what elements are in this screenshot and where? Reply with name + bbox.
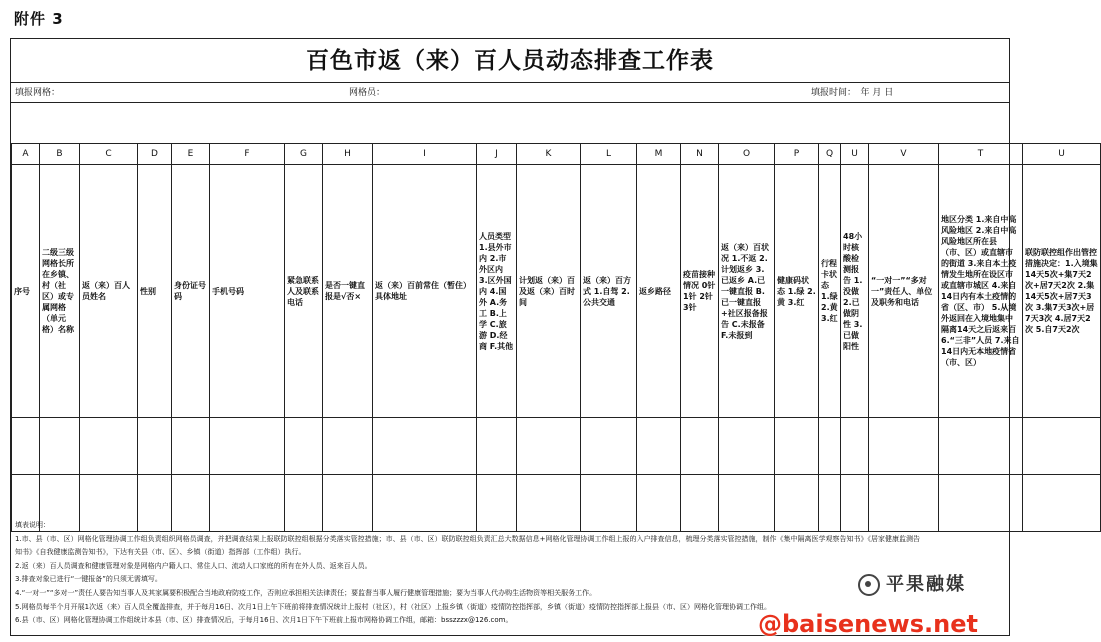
wechat-watermark [858,570,966,596]
column-letter: N [681,144,719,165]
grid-member-label: 网格员： [349,88,386,98]
fill-time-label: 填报时间： 年 月 日 [811,88,894,98]
column-letter: G [285,144,323,165]
note-line: 2.返（来）百人员调查和健康管理对象是网格内户籍人口、常住人口、流动人口家庭的所有在外人员、返来百人员。 [15,561,372,570]
column-letter: A [12,144,40,165]
column-header: 返（来）百人员姓名 [80,165,138,418]
table-cell[interactable] [637,418,681,475]
column-header: 二级三级网格长所在乡镇、村（社区）或专属网格（单元格）名称 [40,165,80,418]
column-letter: K [517,144,581,165]
column-header: 返乡路径 [637,165,681,418]
table-cell[interactable] [138,418,172,475]
column-letter-row [12,144,1101,165]
column-header: 计划返（来）百及返（来）百时间 [517,165,581,418]
table-cell[interactable] [172,418,210,475]
column-letter: B [40,144,80,165]
table-cell[interactable] [323,418,373,475]
note-line: 4.“一对一”“多对一”责任人要告知当事人及其家属要积极配合当地政府防疫工作，否则应承担相关法律责任；要监督当事人履行健康管理措施；要为当事人代办购生活物资等相关服务工作。 [15,588,597,597]
column-letter: O [719,144,775,165]
table-row [12,418,1101,475]
wechat-watermark-text: 平果融媒 [886,574,966,595]
note-line: 3.排查对象已进行“一键报备”的只须无需填写。 [15,575,162,584]
note-line: 知书》《自我健康监测告知书》，下达有关县（市、区）、乡镇（街道）指挥部（工作组）执行。 [15,548,306,557]
table-cell[interactable] [869,418,939,475]
column-letter: U [841,144,869,165]
survey-table [11,143,1101,532]
column-letter: V [869,144,939,165]
column-letter: J [477,144,517,165]
column-letter: Q [819,144,841,165]
fill-unit-label: 填报网格： [15,88,61,98]
attachment-label: 附件 3 [14,10,64,28]
column-header: 返（来）百前常住（暂住）具体地址 [373,165,477,418]
table-cell[interactable] [719,418,775,475]
column-header: “一对一”“多对一”责任人、单位及职务和电话 [869,165,939,418]
column-letter: I [373,144,477,165]
column-header-row [12,165,1101,418]
note-line: 填表说明： [15,521,50,529]
column-header: 48小时核酸检测报告 1.没做 2.已做阴性 3.已做阳性 [841,165,869,418]
note-line: 5.网格员每半个月开展1次返（来）百人员全覆盖排查，并于每月16日、次月1日上午下班前将排查情况统计上报村（社区），村（社区）上报乡镇（街道）疫情防控指挥部，乡镇（街道）疫情防控指挥部上报县（市、区）网格化管理协调工作组。 [15,602,771,611]
column-header: 疫苗接种情况 0针 1针 2针 3针 [681,165,719,418]
column-header: 健康码状态 1.绿 2.黄 3.红 [775,165,819,418]
column-header: 行程卡状态 1.绿 2.黄 3.红 [819,165,841,418]
column-letter: P [775,144,819,165]
column-header: 联防联控组作出管控措施决定：1.入境集14天5次+集7天2次+居7天2次 2.集14天5次+居7天3次 3.集7天3次+居7天3次 4.居7天2次 5.自7天2次 [1023,165,1101,418]
column-letter: M [637,144,681,165]
table-cell[interactable] [1023,418,1101,475]
column-header: 返（来）百方式 1.自驾 2.公共交通 [581,165,637,418]
table-cell[interactable] [477,418,517,475]
column-letter: D [138,144,172,165]
table-cell[interactable] [681,418,719,475]
column-letter: E [172,144,210,165]
table-cell[interactable] [210,418,285,475]
column-header: 人员类型 1.县外市内 2.市外区内 3.区外国内 4.国外 A.务工 B.上学 C.旅游 D.经商 F.其他 [477,165,517,418]
column-header: 返（来）百状况 1.不返 2.计划返乡 3.已返乡 A.已一键直报 B.已一键直报+社区报备报告 C.未报备 F.未报到 [719,165,775,418]
table-cell[interactable] [40,418,80,475]
site-watermark: @baisenews.net [758,610,978,638]
table-cell[interactable] [939,418,1023,475]
column-letter: F [210,144,285,165]
column-letter: U [1023,144,1101,165]
column-letter: H [323,144,373,165]
table-cell[interactable] [285,418,323,475]
column-header: 序号 [12,165,40,418]
column-header: 手机号码 [210,165,285,418]
column-letter: T [939,144,1023,165]
table-cell[interactable] [517,418,581,475]
note-line: 1.市、县（市、区）网格化管理协调工作组负责组织网格员调查，并把调查结果上报联防联控组根据分类落实管控措施；市、县（市、区）联防联控组负责汇总大数据信息+网格化管理协调工作组上报的入户排查信息，梳理分类落实管控措施，制作《集中隔离医学观察告知书》《居家健康监测告 [15,534,921,543]
table-cell[interactable] [775,418,819,475]
wechat-logo-icon [858,574,880,596]
table-cell[interactable] [1023,475,1101,532]
info-divider [11,102,1009,103]
table-cell[interactable] [80,418,138,475]
column-header: 地区分类 1.来自中高风险地区 2.来自中高风险地区所在县（市、区）或直辖市的街道 3.来自本土疫情发生地所在设区市或直辖市城区 4.来自14日内有本土疫情的省（区、市） 5.从境外返回在入境地集中隔离14天之后返来百 6.“三非”人员 7.来自14日内无本地疫情省（市、区） [939,165,1023,418]
column-header: 性别 [138,165,172,418]
table-cell[interactable] [581,418,637,475]
note-line: 6.县（市、区）网格化管理协调工作组统计本县（市、区）排查情况后，于每月16日、次月1日下午下班前上报市网格协调工作组，邮箱：bsszzzx@126.com。 [15,616,513,625]
table-cell[interactable] [819,418,841,475]
form-title: 百色市返（来）百人员动态排查工作表 [11,39,1009,83]
column-letter: L [581,144,637,165]
column-header: 紧急联系人及联系电话 [285,165,323,418]
column-letter: C [80,144,138,165]
worksheet [10,38,1098,636]
table-cell[interactable] [12,418,40,475]
column-header: 身份证号码 [172,165,210,418]
column-header: 是否一键直报是√否× [323,165,373,418]
table-cell[interactable] [373,418,477,475]
table-cell[interactable] [841,418,869,475]
